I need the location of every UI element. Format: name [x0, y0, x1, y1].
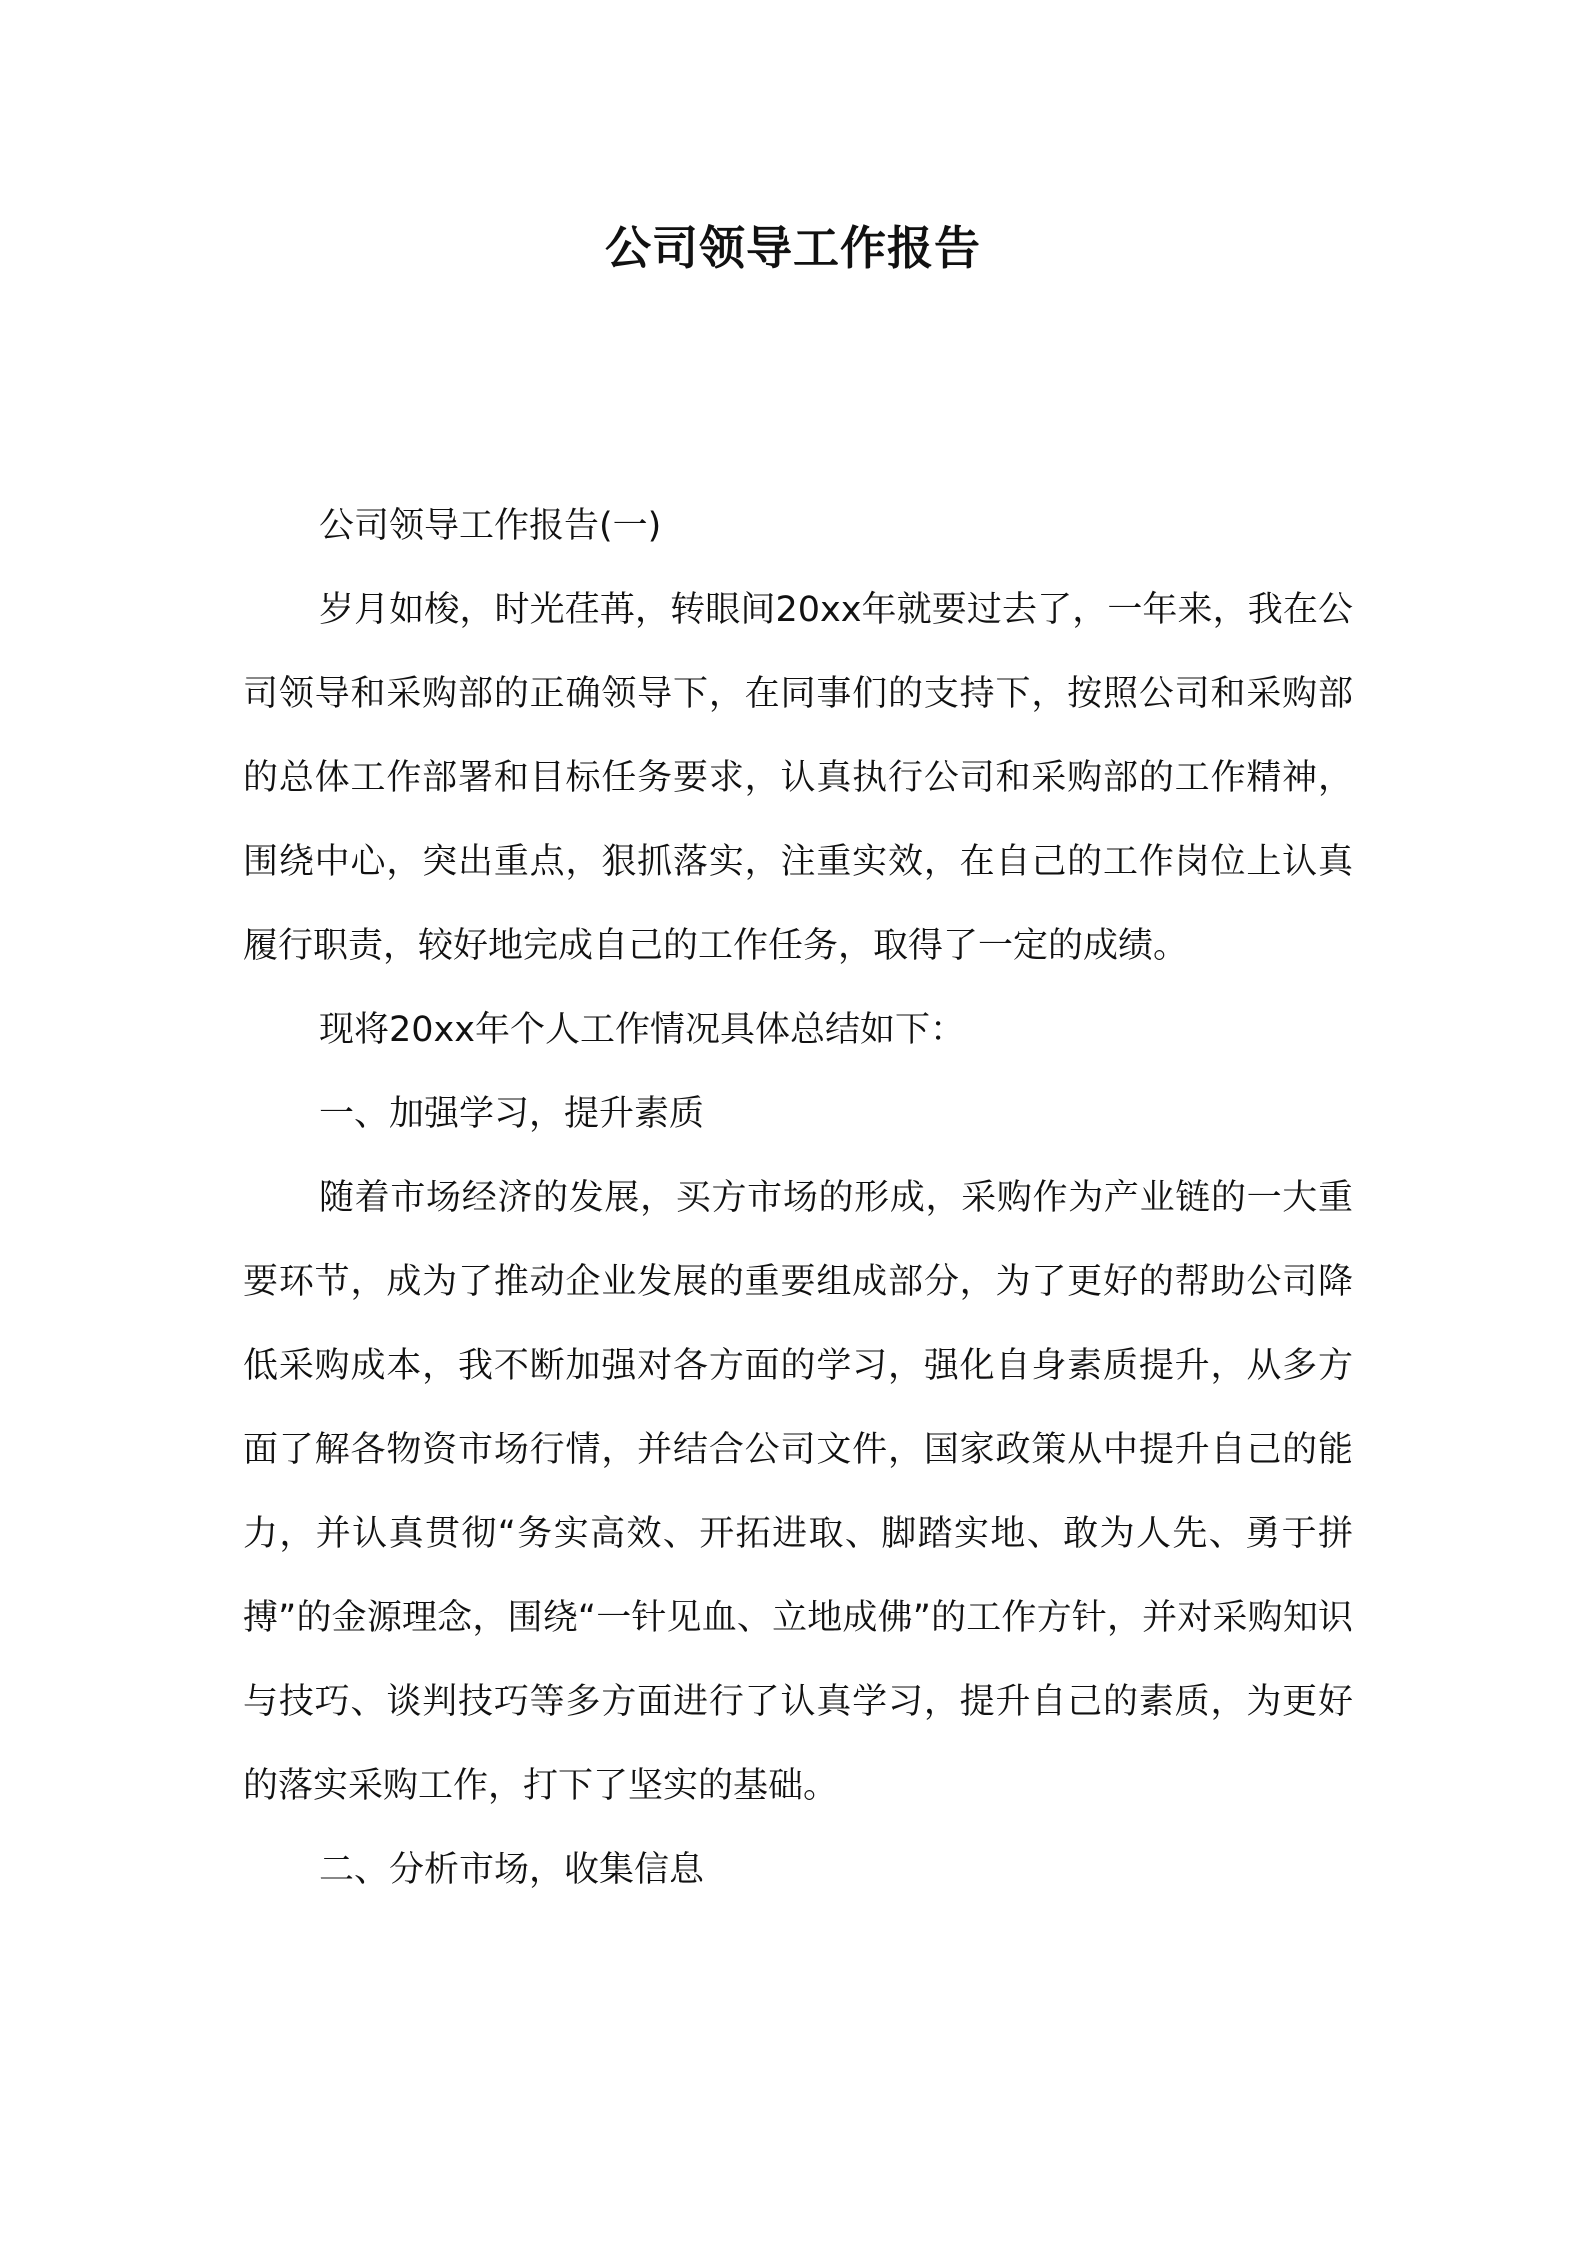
heading-section-2: 二、分析市场，收集信息: [319, 1850, 705, 1890]
paragraph-intro: 岁月如梭，时光荏苒，转眼间20xx年就要过去了，一年来，我在公司领导和采购部的正确领导下，在同事们的支持下，按照公司和采购部的总体工作部署和目标任务要求，认真执行公司和采购部的工作精神，围绕中心，突出重点，狠抓落实，注重实效，在自己的工作岗位上认真履行职责，较好地完成自己的工作任务，取得了一定的成绩。: [243, 590, 1353, 966]
paragraph-summary-lead: 现将20xx年个人工作情况具体总结如下：: [319, 1010, 965, 1050]
heading-section-1: 一、加强学习，提升素质: [319, 1094, 705, 1134]
document-body: [243, 484, 1353, 1912]
section-subtitle: 公司领导工作报告(一): [319, 506, 662, 546]
document-title: 公司领导工作报告: [605, 221, 981, 275]
paragraph-section-1: 随着市场经济的发展，买方市场的形成，采购作为产业链的一大重要环节，成为了推动企业发展的重要组成部分，为了更好的帮助公司降低采购成本，我不断加强对各方面的学习，强化自身素质提升，从多方面了解各物资市场行情，并结合公司文件，国家政策从中提升自己的能力，并认真贯彻“务实高效、开拓进取、脚踏实地、敢为人先、勇于拼搏”的金源理念，围绕“一针见血、立地成佛”的工作方针，并对采购知识与技巧、谈判技巧等多方面进行了认真学习，提升自己的素质，为更好的落实采购工作，打下了坚实的基础。: [243, 1178, 1353, 1806]
